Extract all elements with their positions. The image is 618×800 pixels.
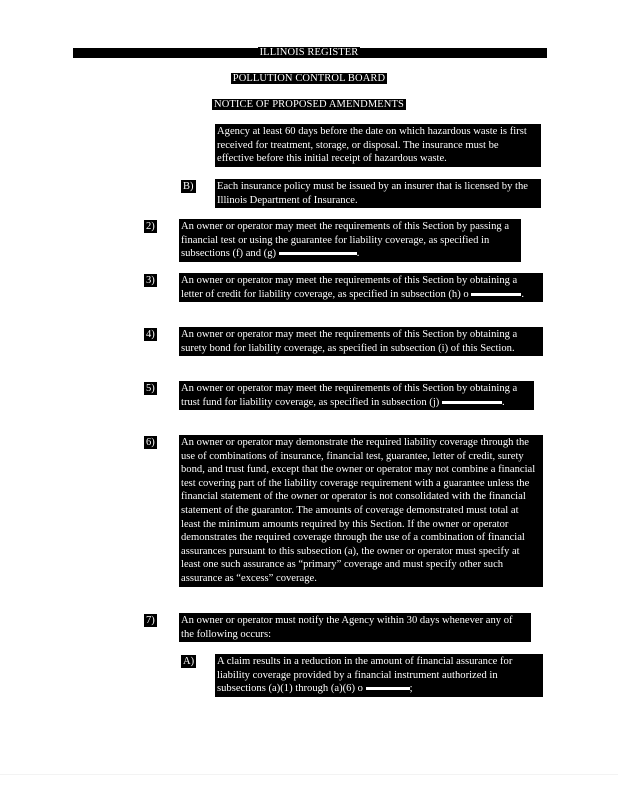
item-label: B) xyxy=(183,181,194,192)
redaction-mark xyxy=(279,252,357,255)
paragraph-item-7: An owner or operator must notify the Agency within 30 days whenever any of the following occurs: xyxy=(179,613,531,642)
notice-title: NOTICE OF PROPOSED AMENDMENTS xyxy=(214,99,404,110)
paragraph-item-2: An owner or operator may meet the requirements of this Section by passing a financial test or using the guarantee for liability coverage, as specified in subsections (f) and (g) . xyxy=(179,219,521,262)
item-label: 7) xyxy=(146,615,155,626)
redaction-mark xyxy=(471,293,521,296)
board-title: POLLUTION CONTROL BOARD xyxy=(232,73,386,84)
redaction-mark xyxy=(366,687,410,690)
paragraph-item-B: Each insurance policy must be issued by an insurer that is licensed by the Illinois Department of Insurance. xyxy=(215,179,541,208)
page-footer-line xyxy=(0,774,618,775)
item-label: 6) xyxy=(146,437,155,448)
redaction-mark xyxy=(442,401,502,404)
register-title: ILLINOIS REGISTER xyxy=(259,47,359,58)
item-label: 2) xyxy=(146,221,155,232)
paragraph-item-4: An owner or operator may meet the requirements of this Section by obtaining a surety bond for liability coverage, as specified in subsection (i) of this Section. xyxy=(179,327,543,356)
paragraph-item-6: An owner or operator may demonstrate the required liability coverage through the use of combinations of insurance, financial test, guarantee, letter of credit, surety bond, and trust fund, except that the owner or operator may not combine a financial test covering part of the liability coverage requirement with a guarantee unless the financial statement of the owner or operator is not consolidated with the financial statement of the guarantor. The amounts of coverage demonstrated must total at least the minimum amounts required by this Section. If the owner or operator demonstrates the required coverage through the use of a combination of financial assurances pursuant to this subsection (a), the owner or operator must specify at least one such assurance as “primary” coverage and must specify other such assurance as “excess” coverage. xyxy=(179,435,543,587)
item-label: 5) xyxy=(146,383,155,394)
paragraph-item-A: A claim results in a reduction in the amount of financial assurance for liability coverage provided by a financial instrument authorized in subsections (a)(1) through (a)(6) o ; xyxy=(215,654,543,697)
paragraph-item-3: An owner or operator may meet the requirements of this Section by obtaining a letter of credit for liability coverage, as specified in subsection (h) o . xyxy=(179,273,543,302)
item-label: 3) xyxy=(146,275,155,286)
item-label: 4) xyxy=(146,329,155,340)
paragraph-continuation: Agency at least 60 days before the date on which hazardous waste is first received for treatment, storage, or disposal. The insurance must be effective before this initial receipt of hazardous waste. xyxy=(215,124,541,167)
paragraph-item-5: An owner or operator may meet the requirements of this Section by obtaining a trust fund for liability coverage, as specified in subsection (j) . xyxy=(179,381,534,410)
item-label: A) xyxy=(183,656,195,667)
